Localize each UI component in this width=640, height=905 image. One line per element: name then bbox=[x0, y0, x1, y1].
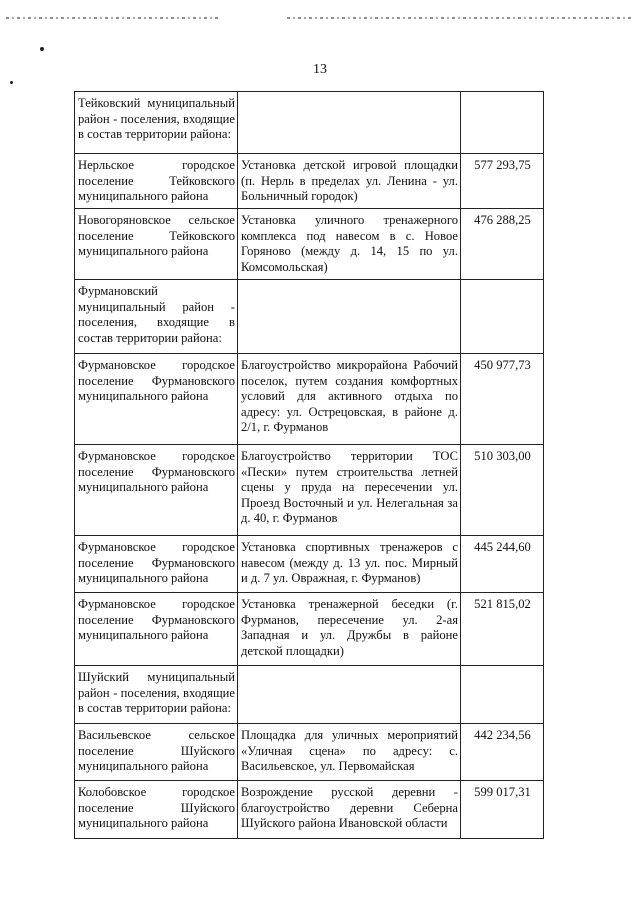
settlement-cell: Фурмановское городское поселение Фурмановского муниципального района bbox=[75, 445, 238, 536]
table-row bbox=[75, 593, 544, 666]
table-row bbox=[75, 666, 544, 724]
amount-cell bbox=[461, 280, 544, 354]
scan-artifact-left bbox=[6, 17, 221, 19]
settlement-cell: Фурмановское городское поселение Фурмановского муниципального района bbox=[75, 536, 238, 593]
amount-cell: 521 815,02 bbox=[461, 593, 544, 666]
settlement-cell: Фурмановское городское поселение Фурмановского муниципального района bbox=[75, 593, 238, 666]
settlement-cell: Васильевское сельское поселение Шуйского муниципального района bbox=[75, 724, 238, 781]
page-number: 13 bbox=[313, 62, 327, 77]
scan-artifact-right bbox=[287, 17, 632, 19]
amount-cell: 450 977,73 bbox=[461, 354, 544, 445]
grants-table bbox=[74, 91, 544, 839]
amount-cell: 445 244,60 bbox=[461, 536, 544, 593]
table-row bbox=[75, 209, 544, 280]
scan-speck bbox=[40, 47, 44, 51]
settlement-cell: Новогоряновское сельское поселение Тейковского муниципального района bbox=[75, 209, 238, 280]
settlement-cell: Колобовское городское поселение Шуйского муниципального района bbox=[75, 781, 238, 839]
table-row bbox=[75, 724, 544, 781]
project-cell: Возрождение русской деревни - благоустройство деревни Себерна Шуйского района Ивановской области bbox=[238, 781, 461, 839]
project-cell bbox=[238, 92, 461, 154]
district-header: Шуйский муниципальный район - поселения, входящие в состав территории района: bbox=[75, 666, 238, 724]
amount-cell: 577 293,75 bbox=[461, 154, 544, 209]
table-row bbox=[75, 354, 544, 445]
project-cell bbox=[238, 666, 461, 724]
scan-speck bbox=[10, 81, 13, 84]
project-cell: Установка тренажерной беседки (г. Фурманов, пересечение ул. 2-ая Западная и ул. Дружбы в районе детской площадки) bbox=[238, 593, 461, 666]
settlement-cell: Нерльское городское поселение Тейковского муниципального района bbox=[75, 154, 238, 209]
amount-cell: 599 017,31 bbox=[461, 781, 544, 839]
settlement-cell: Фурмановское городское поселение Фурмановского муниципального района bbox=[75, 354, 238, 445]
project-cell bbox=[238, 280, 461, 354]
amount-cell: 442 234,56 bbox=[461, 724, 544, 781]
project-cell: Установка уличного тренажерного комплекса под навесом в с. Новое Горяново (между д. 14, 15 по ул. Комсомольская) bbox=[238, 209, 461, 280]
district-header: Фурмановский муниципальный район - поселения, входящие в состав территории района: bbox=[75, 280, 238, 354]
table-row bbox=[75, 92, 544, 154]
table-row bbox=[75, 154, 544, 209]
table-row bbox=[75, 781, 544, 839]
district-header: Тейковский муниципальный район - поселения, входящие в состав территории района: bbox=[75, 92, 238, 154]
project-cell: Установка детской игровой площадки (п. Нерль в пределах ул. Ленина - ул. Больничный городок) bbox=[238, 154, 461, 209]
project-cell: Благоустройство территории ТОС «Пески» путем строительства летней сцены у пруда на пересечении ул. Проезд Восточный и ул. Нелегальная за д. 40, г. Фурманов bbox=[238, 445, 461, 536]
amount-cell bbox=[461, 666, 544, 724]
table-row bbox=[75, 280, 544, 354]
table-row bbox=[75, 445, 544, 536]
project-cell: Благоустройство микрорайона Рабочий поселок, путем создания комфортных условий для активного отдыха по адресу: ул. Острецовская, в районе д. 2/1, г. Фурманов bbox=[238, 354, 461, 445]
amount-cell: 476 288,25 bbox=[461, 209, 544, 280]
table-row bbox=[75, 536, 544, 593]
amount-cell bbox=[461, 92, 544, 154]
amount-cell: 510 303,00 bbox=[461, 445, 544, 536]
project-cell: Площадка для уличных мероприятий «Уличная сцена» по адресу: с. Васильевское, ул. Первомайская bbox=[238, 724, 461, 781]
project-cell: Установка спортивных тренажеров с навесом (между д. 13 ул. пос. Мирный и д. 7 ул. Овражная, г. Фурманов) bbox=[238, 536, 461, 593]
